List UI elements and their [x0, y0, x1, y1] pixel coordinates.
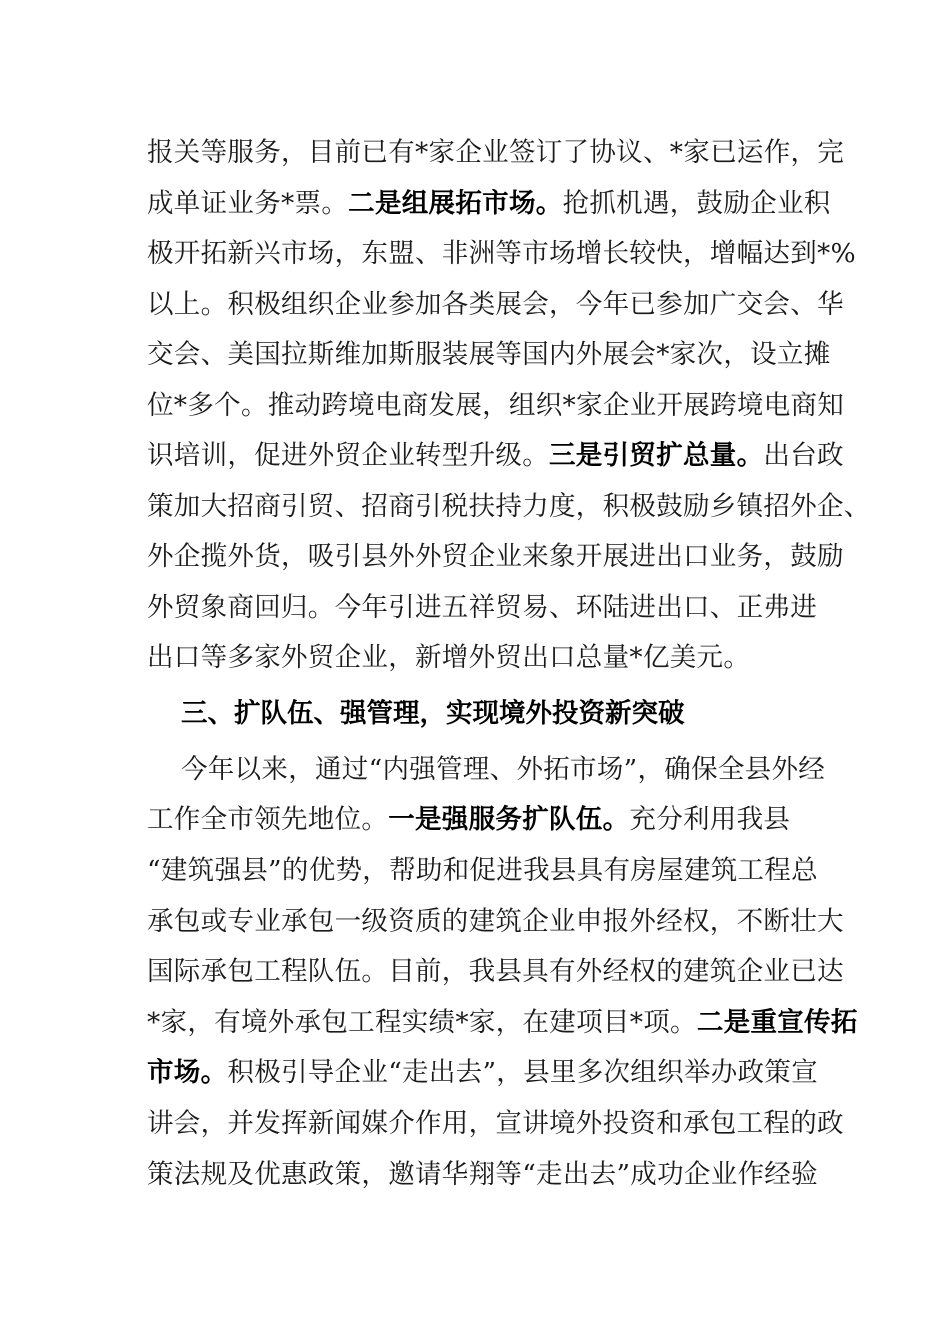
bold-lead-phrase: 三是引贸扩总量。	[549, 440, 764, 471]
text-run: 成单证业务*票。	[147, 188, 349, 219]
text-run: 今年以来，通过“内强管理、外拓市场”，确保全县外经	[181, 754, 826, 785]
paragraph-line	[147, 335, 831, 375]
text-run: 出台政	[763, 440, 844, 471]
text-run: 报关等服务，目前已有*家企业签订了协议、*家已运作，完	[147, 137, 845, 168]
paragraph-line	[147, 1104, 844, 1144]
paragraph-line	[147, 285, 844, 325]
paragraph-line	[147, 234, 856, 274]
text-run: 出口等多家外贸企业，新增外贸出口总量*亿美元。	[147, 642, 751, 673]
paragraph-line	[147, 133, 844, 173]
paragraph-line	[147, 1155, 818, 1195]
text-run: 工作全市领先地位。	[147, 804, 389, 835]
paragraph-line	[147, 588, 817, 628]
text-run: 充分利用我县	[629, 804, 791, 835]
paragraph-line	[147, 436, 844, 476]
paragraph-line	[147, 851, 818, 891]
text-run: 承包或专业承包一级资质的建筑企业申报外经权，不断壮大	[147, 906, 844, 937]
bold-lead-phrase: 市场。	[147, 1057, 228, 1088]
bold-lead-phrase: 一是强服务扩队伍。	[388, 804, 630, 835]
paragraph-line	[147, 638, 750, 678]
paragraph-line	[147, 800, 790, 840]
paragraph-line	[147, 1053, 818, 1093]
text-run: *家，有境外承包工程实绩*家，在建项目*项。	[147, 1007, 697, 1038]
bold-lead-phrase: 二是重宣传拓	[696, 1007, 858, 1038]
text-run: 积极引导企业“走出去”，县里多次组织举办政策宣	[227, 1057, 818, 1088]
paragraph-line	[181, 750, 825, 790]
paragraph-line	[147, 952, 844, 992]
text-run: 外企揽外货，吸引县外外贸企业来象开展进出口业务，鼓励	[147, 541, 844, 572]
paragraph-line	[147, 537, 844, 577]
text-run: 位*多个。推动跨境电商发展，组织*家企业开展跨境电商知	[147, 390, 845, 421]
section-heading: 三、扩队伍、强管理，实现境外投资新突破	[181, 698, 685, 729]
text-run: 策加大招商引贸、招商引税扶持力度，积极鼓励乡镇招外企、	[147, 491, 871, 522]
text-run: 国际承包工程队伍。目前，我县具有外经权的建筑企业已达	[147, 956, 844, 987]
text-run: 抢抓机遇，鼓励企业积	[562, 188, 831, 219]
paragraph-line	[147, 487, 871, 527]
text-run: 以上。积极组织企业参加各类展会，今年已参加广交会、华	[147, 289, 844, 320]
paragraph-line	[147, 902, 844, 942]
text-run: 外贸象商回归。今年引进五祥贸易、环陆进出口、正弗进	[147, 592, 817, 623]
bold-lead-phrase: 二是组展拓市场。	[348, 188, 563, 219]
text-run: 识培训，促进外贸企业转型升级。	[147, 440, 549, 471]
text-run: “建筑强县”的优势，帮助和促进我县具有房屋建筑工程总	[147, 855, 818, 886]
text-run: 极开拓新兴市场，东盟、非洲等市场增长较快，增幅达到*%	[147, 238, 857, 269]
text-run: 交会、美国拉斯维加斯服装展等国内外展会*家次，设立摊	[147, 339, 831, 370]
paragraph-line	[147, 386, 844, 426]
paragraph-line	[147, 1003, 858, 1043]
text-run: 策法规及优惠政策，邀请华翔等“走出去”成功企业作经验	[147, 1159, 818, 1190]
paragraph-line	[147, 184, 831, 224]
text-run: 讲会，并发挥新闻媒介作用，宣讲境外投资和承包工程的政	[147, 1108, 844, 1139]
